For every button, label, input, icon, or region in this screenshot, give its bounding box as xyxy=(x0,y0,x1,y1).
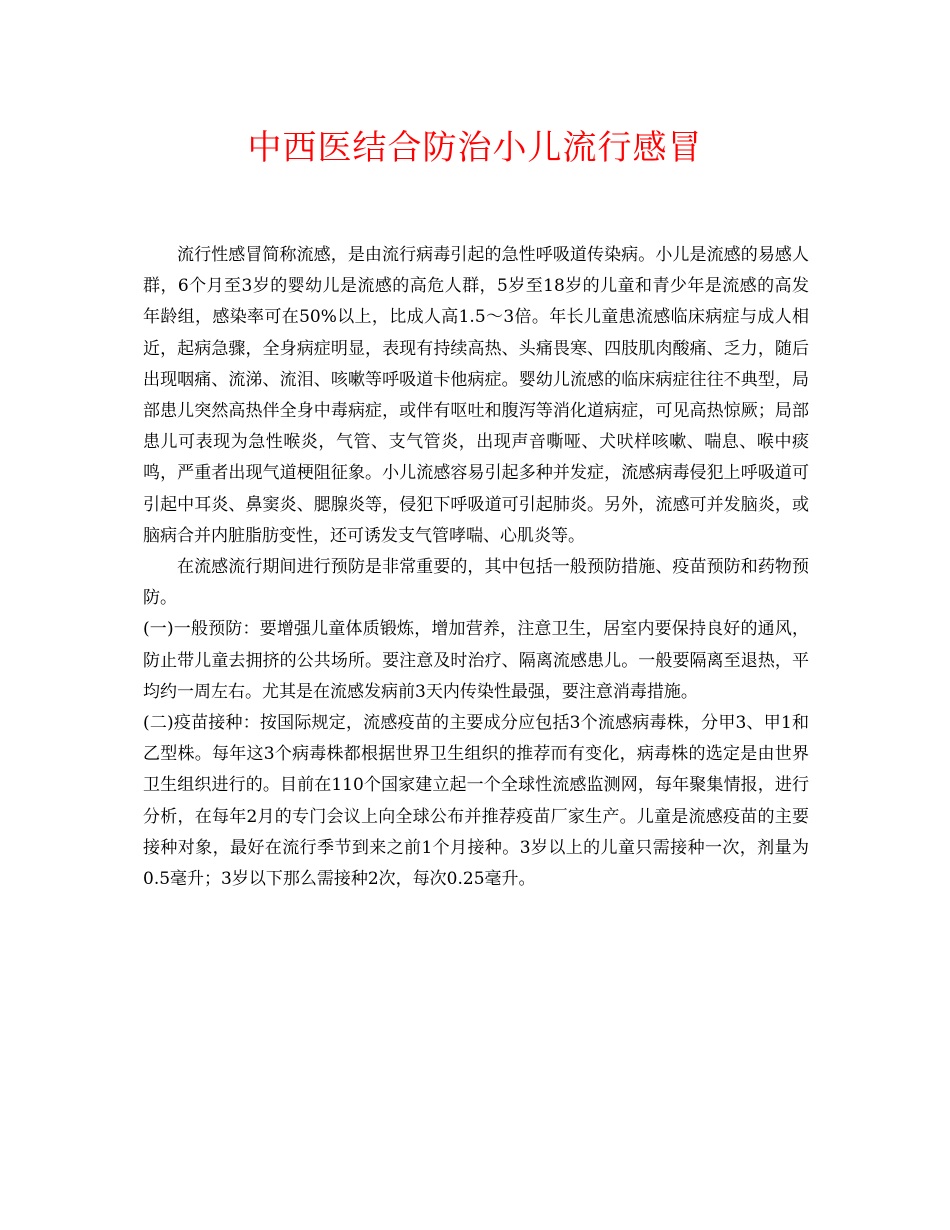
document-title: 中西医结合防治小儿流行感冒 xyxy=(247,128,703,168)
paragraph-vaccination: (二)疫苗接种：按国际规定，流感疫苗的主要成分应包括3个流感病毒株，分甲3、甲1和乙型株。每年这3个病毒株都根据世界卫生组织的推荐而有变化，病毒株的选定是由世界卫生组织进行的。目前在110个国家建立起一个全球性流感监测网，每年聚集情报，进行分析，在每年2月的专门会议上向全球公布并推荐疫苗厂家生产。儿童是流感疫苗的主要接种对象，最好在流行季节到来之前1个月接种。3岁以上的儿童只需接种一次，剂量为0.5毫升；3岁以下那么需接种2次，每次0.25毫升。 xyxy=(143,713,809,890)
paragraph-general-prevention: (一)一般预防：要增强儿童体质锻炼，增加营养，注意卫生，居室内要保持良好的通风，防止带儿童去拥挤的公共场所。要注意及时治疗、隔离流感患儿。一般要隔离至退热，平均约一周左右。尤其是在流感发病前3天内传染性最强，要注意消毒措施。 xyxy=(143,619,809,702)
paragraph-intro: 流行性感冒简称流感，是由流行病毒引起的急性呼吸道传染病。小儿是流感的易感人群，6个月至3岁的婴幼儿是流感的高危人群，5岁至18岁的儿童和青少年是流感的高发年龄组，感染率可在50%以上，比成人高1.5～3倍。年长儿童患流感临床病症与成人相近，起病急骤，全身病症明显，表现有持续高热、头痛畏寒、四肢肌肉酸痛、乏力，随后出现咽痛、流涕、流泪、咳嗽等呼吸道卡他病症。婴幼儿流感的临床病症往往不典型，局部患儿突然高热伴全身中毒病症，或伴有呕吐和腹泻等消化道病症，可见高热惊厥；局部患儿可表现为急性喉炎，气管、支气管炎，出现声音嘶哑、犬吠样咳嗽、喘息、喉中痰鸣，严重者出现气道梗阻征象。小儿流感容易引起多种并发症，流感病毒侵犯上呼吸道可引起中耳炎、鼻窦炎、腮腺炎等，侵犯下呼吸道可引起肺炎。另外，流感可并发脑炎，或脑病合并内脏脂肪变性，还可诱发支气管哮喘、心肌炎等。 xyxy=(143,245,809,546)
document-body xyxy=(143,240,809,895)
paragraph-prevention-overview: 在流感流行期间进行预防是非常重要的，其中包括一般预防措施、疫苗预防和药物预防。 xyxy=(143,557,809,609)
